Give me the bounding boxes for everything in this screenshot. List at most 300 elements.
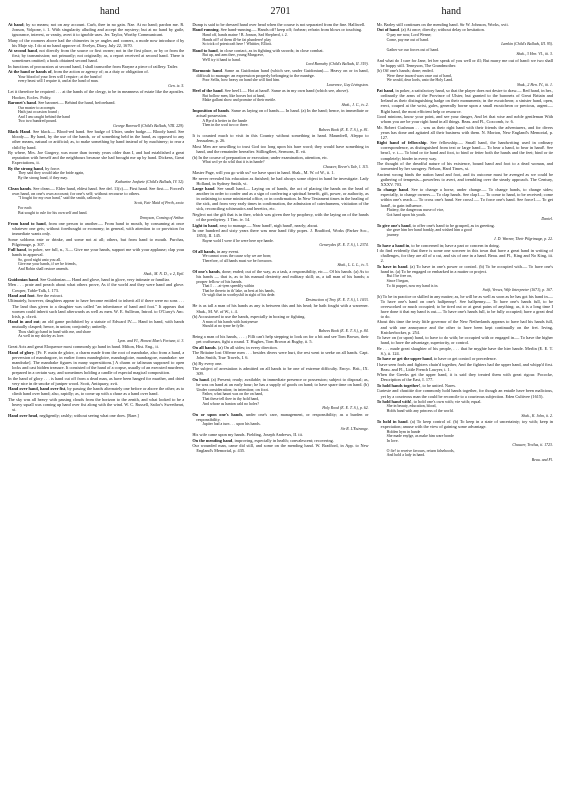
- quotation-line: O fie! to receive favours, return falsehoods,: [386, 448, 455, 453]
- entry-headword: Hand of glory: [8, 349, 35, 355]
- entry-headword: To give one's hand: [376, 222, 411, 228]
- entry-text: I do find evidently that there is some one sorcerer in this town that have a great hand in writing of challenges, for they are all of a cut, and six of one in a hand. Beau. and Fl., King and No King, iii. 2.: [376, 248, 553, 264]
- dictionary-entry: [8, 221, 184, 236]
- quotation-block: [18, 75, 184, 89]
- entry-text: I have seen fools and fighters chain'd together, And the fighters had the upper hand, and whipp'd first. Beau. and Fl., Little French Lawyer, i. 1.: [376, 361, 553, 372]
- entry-headword: Of all hands: [192, 248, 215, 254]
- quotation-line: She made enylge, as make him ware bonde: [386, 434, 454, 439]
- entry-text: Master Page, will you go with us? we have sport in hand. Shak., M. W. of W., ii. 1.: [192, 170, 335, 176]
- dictionary-entry: [192, 22, 368, 27]
- quotation-line: A Byrd is better in the hande: [202, 118, 248, 123]
- entry-text: . See clean.— Elder hand, eldest hand. See def. 11(c).— First hand. See first.— Forced's own hand, on one's own account; for one's self; without recourse to others.: [12, 185, 185, 196]
- header-left-guide-word: hand: [100, 6, 120, 17]
- entry-text: (b) By every one.: [192, 360, 223, 366]
- entry-text: The subject of arrestation is admitted on all hands to be one of extreme difficulty. Encyc. Brit., IX. 309.: [192, 366, 369, 377]
- quotation-line: And Robin shall restore amends.: [18, 266, 69, 271]
- quotation-line: Since I began,: [386, 279, 409, 284]
- dictionary-entry: [8, 282, 184, 292]
- quotation-line: Gather we our forces out of hand.: [386, 47, 440, 52]
- entry-text: . See to change a horse, under change.— To change hands, to change sides; especially, to change owners.— To clap hands. See clap1.— To come to hand, to be received; come within one's reach.— To cross one's hand. See cross1.— To force one's hand. See force1.— To get hand!, to gain influence.: [380, 187, 553, 208]
- entry-headword: By the strong hand: [8, 165, 43, 171]
- quotation-block: [387, 48, 553, 57]
- entry-headword: Hand over hand, hand over fist: [8, 386, 66, 392]
- quotation-block: [202, 33, 368, 47]
- entry-text: . See hand-running.— Hands off! keep off; forbear; refrain from blows or touching.: [218, 27, 363, 33]
- quotation-block: [202, 422, 368, 431]
- entry-text: He is as tall a man of his hands as any is between this and his head; he hath fought with a warrener. Shak., M. W. of W., i. 4.: [192, 303, 369, 314]
- quotation-citation: Shak., 2 Hen. IV., iii. 1.: [516, 82, 553, 87]
- quotation-line: But up, and arm thee, young Musgrave,: [202, 53, 265, 58]
- entry-text: . [Fr. F. main de gloire, a charm made from the root of mandrake, also from a hand, a perversion of mandragore, in earlier forms mandegloire, mandragloire, mandragore, mandrake: see mandrake]. The mandrake figures in many superstitions.] A charm or talisman supposed to open locks and cast hidden treasure. It consisted of the hand of a corpse, usually of an executed murderer, prepared in a certain way, and sometimes holding a candle of especial magical composition.: [12, 349, 185, 376]
- dictionary-entry: [192, 186, 368, 211]
- quotation-citation: Lyon. and Fl., Honest Man's Fortune, ii. 3.: [117, 339, 185, 344]
- entry-text: , improving, especially in health; convalescent; recovering.: [232, 437, 334, 443]
- quotation-block: [202, 160, 368, 169]
- entry-text: His wife came upon my hands. Fielding, Joseph Andrews, II. iii.: [192, 432, 303, 438]
- quotation-block: [18, 258, 184, 276]
- entry-text: Curtesie and chastitie doe commonly hold hands together, for though an entaile have been malicious, yet by a courteous man the could be reconcile to a courteous subjection. Eden Cultivee (1615).: [376, 388, 553, 399]
- quotation-line: Poor Sellis, how heavy on hand she will find him.: [202, 78, 281, 83]
- entry-headword: To change hand: [376, 187, 409, 193]
- dictionary-entry: [192, 212, 368, 222]
- quotation-line: Your blood of your lives will I require ; at the hand of: [18, 74, 102, 79]
- entry-headword: Imposition of hands: [192, 108, 230, 114]
- dictionary-entry: [377, 294, 553, 319]
- dictionary-entry: [8, 89, 184, 99]
- entry-text: . Same as Guidonian hand (which see, under Guidonian).— Heavy on or in hand, difficult to manage: an expression properly belonging to the manège.: [196, 67, 369, 78]
- entry-text: In functions of procurators at second hand, I shall transcribe from Brayne a piece of raillery. Tatler.: [8, 63, 179, 69]
- dictionary-entry: [8, 64, 184, 69]
- entry-text: Men . . . prate and preach about what others prove, As if the world and they were hand and glove. Cowper, Table-Talk, l. 173.: [8, 282, 185, 293]
- entry-text: (b) In the course of preparation or execution; under examination, attention, etc.: [192, 154, 329, 160]
- entry-headword: Clean hands: [8, 185, 31, 191]
- dictionary-entry: [8, 298, 184, 318]
- dictionary-entry: [8, 386, 184, 396]
- quotation-block: [202, 94, 368, 108]
- quotation-block: [202, 239, 368, 248]
- quotation-block: [387, 74, 553, 88]
- quotation-citation: Destruction of Troy (E. E. T. S.), l. 1033.: [305, 298, 369, 303]
- quotation-line: But sought to rule for his own self and hand.: [18, 210, 88, 215]
- dictionary-entry: [8, 166, 184, 171]
- dictionary-entry: [377, 362, 553, 372]
- entry-text: . See baronet.— Behind the hand, beforehand.: [35, 100, 116, 106]
- dictionary-entry: [192, 438, 368, 443]
- entry-text: (b) Off one's hands; done; ended.: [376, 68, 434, 74]
- dictionary-entry: [377, 88, 553, 113]
- dictionary-entry: [377, 58, 553, 68]
- quotation-line: But I be free on,: [386, 274, 413, 279]
- dictionary-entry: [192, 133, 368, 143]
- entry-text: , in close contact, as in fighting with swords; in close combat.: [217, 47, 324, 53]
- quotation-line: Holden hym in hande: [386, 429, 421, 434]
- dictionary-entry: [377, 223, 553, 228]
- entry-headword: To have or get the upper hand: [376, 356, 432, 362]
- quotation-block: [202, 320, 368, 334]
- header-right-guide-word: hand: [441, 6, 461, 17]
- entry-text: . (a) On all sides; in every direction.: [215, 344, 278, 350]
- quotation-line: Give me your hands, if we be friends,: [18, 262, 77, 267]
- entry-text: , to be united. Nares.: [420, 382, 456, 388]
- dictionary-entry: [8, 38, 184, 48]
- entry-headword: Out of hand: [376, 27, 399, 33]
- dictionary-entry: [377, 335, 553, 345]
- entry-headword: Hand in and out: [8, 319, 40, 325]
- quotation-line: Hand off, hands maine ! B. Jonson, Sad Shepherd, i. 2.: [202, 32, 288, 37]
- quotation-line: We would, dear lords, unto the Holy Land.: [386, 78, 454, 83]
- entry-text: Great Acts and great Eloquence most commonly go hand in hand. Milton, Hist. Eng., ii.: [8, 344, 159, 350]
- entry-headword: On all hands: [192, 344, 216, 350]
- entry-text: . Same as laying on of hands.— In hand. (a) In the hand; hence, in immediate or actual possession.: [196, 108, 369, 119]
- quotation-citation: Katharine Janfarie (Child's Ballads, IV. 32).: [115, 180, 185, 185]
- dictionary-entry: [377, 27, 553, 32]
- dictionary-entry: [8, 247, 184, 257]
- entry-text: And what do I care for Jane, let her speak of you well or ill; But marry me out of hand: we two shall be happy still. Tennyson, The Grandmother.: [376, 57, 553, 68]
- entry-text: . See the extract.: [34, 293, 64, 298]
- quotation-block: [387, 274, 553, 292]
- page-header: [10, 6, 551, 20]
- entry-text: Most Men are unwilling to trust God too long upon his bare word; they would have something in hand, and the remainder hereafter. Stillingfleet, Sermons, II. vii.: [192, 143, 369, 155]
- quotation-citation: Sir R. L'Estrange.: [340, 426, 369, 431]
- entry-headword: Guidonian hand: [8, 276, 38, 282]
- entry-text: About this time the testy little governor of the New Netherlands appears to have had his hands full, and with one annoyance and the other to have been kept continually on the fret. Irving, Knickerbocker, p. 254.: [376, 319, 553, 335]
- entry-text: Being a man of his hands, . . . ; Fillt can't help stepping to look on for a bit and see Tom Brown, their pet craftsman, fight a round. T. Hughes, Tom Brown at Rugby, ii. 5.: [192, 334, 369, 345]
- quotation-line: Or wiglt that in worthyshil in sight of his dede.: [202, 293, 276, 298]
- dictionary-entry: [192, 249, 368, 254]
- dictionary-entry: [8, 293, 184, 298]
- entry-headword: Black Hand: [8, 129, 31, 135]
- quotation-line: she gave him her hand frankly, and wished him a good: [386, 228, 472, 233]
- quotation-line: Two two hundred pound.: [18, 119, 58, 124]
- entry-text: , to be concerned in; have a part or concern in doing.: [409, 242, 500, 248]
- quotation-line: O pay me now, Lord Wenne;: [386, 32, 432, 37]
- dictionary-entry: [8, 350, 184, 375]
- entry-text: Ancient wrong binds the nation hand and foot, and its outcome must be avenged as we could be gathering of tempests—powerless to avert, and trembling over the steady approach. The Century, XXXV. 703.: [376, 171, 553, 187]
- quotation-line: Thou shalt go hand in hand with me, and share: [18, 329, 91, 334]
- quotation-line: And I am caught behind the hand: [18, 114, 70, 119]
- entry-headword: At the hand or hands of: [8, 69, 52, 75]
- entry-text: The sky was all heavy with passing clouds from the horizon to the zenith, and what looked to be a heavy squall was coming up hand over fist along with the wind. W. C. Russell, Sailor's Sweetheart, xi.: [8, 396, 185, 413]
- dictionary-entry: [377, 399, 553, 404]
- quotation-line: Hath just occasion found ;: [18, 110, 59, 115]
- dictionary-entry: [192, 170, 368, 175]
- dictionary-entry: [377, 243, 553, 248]
- dictionary-entry: [192, 144, 368, 154]
- quotation-block: [387, 404, 553, 418]
- quotation-citation: Babees Book (E. E. T. S.), p. 81.: [318, 128, 369, 132]
- entry-headword: To hold hands together!: [376, 382, 421, 388]
- entry-headword: Right hand of fellowship: [376, 140, 427, 146]
- dictionary-entry: [192, 361, 368, 366]
- entry-headword: To have a hand in: [376, 242, 410, 248]
- quotation-line: And hold a lady in hand.: [386, 453, 426, 458]
- quotation-line: They said they would take the bride again,: [18, 171, 85, 176]
- dictionary-entry: [8, 48, 184, 63]
- entry-headword: Baronet's hand: [8, 100, 36, 106]
- dictionary-entry: [377, 140, 553, 160]
- quotation-block: [387, 208, 553, 222]
- dictionary-entry: [377, 187, 553, 207]
- quotation-citation: J. D. Warner, Their Pilgrimage, p. 22.: [493, 237, 553, 242]
- quotation-block: [202, 119, 368, 133]
- quotation-citation: Chaucer, Troilus, ii. 1723.: [512, 443, 553, 448]
- entry-headword: Light in hand: [192, 222, 218, 228]
- quotation-block: [202, 78, 368, 87]
- dictionary-entry: [377, 319, 553, 334]
- quotation-line: That I . . . at-tyen speedily within: [202, 284, 255, 289]
- dictionary-entry: [192, 88, 368, 93]
- entry-text: In one hundred and sixty years there was near hand fifty popes. J. Bradford, Works (Parker Soc., 1853), II. 145.: [192, 228, 369, 239]
- entry-text: Dump is said to be dressed hand over head when the course is not separated from the fine. Halliwell.: [192, 22, 366, 27]
- dictionary-entry: [377, 346, 553, 356]
- entry-text: , done; ended; out of the way, as a task, a responsibility, etc.— Of his hands. (a) As to his hands — that is, as to his manual dexterity and military skill; as, a tall man of his hands; a proper fellow of his hands.: [196, 268, 369, 284]
- entry-text: ; by so means; not on any account. Curb, thee in no gain. Nae. At no hand; pardon me. R. Jonson, Volpone, i. 1. With singularity alluding and accept the mystery; but at no hand by guile, ignorance, interest, or vanity, avert it to ignoble uses. Jer. Taylor, Worthy Communicant.: [12, 22, 185, 38]
- quotation-line: Make gallant show and promise of their mettle.: [202, 98, 277, 103]
- quotation-line: By the strong hand, if they may.: [18, 175, 68, 180]
- entry-text: , from the action or agency of; as a duty or obligation of.: [51, 69, 149, 75]
- quotation-line: "I fought for my own hand," said the smith, callously.: [18, 196, 102, 201]
- quotation-line: That these tell thee in thy hold hand,: [202, 397, 260, 402]
- quotation-citation: Gen. ix. 5.: [168, 84, 185, 89]
- quotation-line: To fit puppet, now my hand is in.: [386, 283, 439, 288]
- entry-text: . See Guidonian.— Hand and glove, hand in glove, very intimate or familiar.: [37, 276, 170, 282]
- quotation-block: [18, 106, 184, 129]
- entry-headword: On or upon one's hands: [192, 411, 243, 417]
- quotation-citation: Lawrence, Guy Livingston.: [326, 82, 369, 87]
- entry-text: . (a) To have in one's power or control. (b) To be occupied with.— To have one's hand in. (a) To be engaged or embarked in a matter or project.: [380, 263, 553, 274]
- quotation-line: What wol ye do whil that it is in hande?: [202, 160, 265, 165]
- dictionary-entry: [192, 377, 368, 392]
- entry-headword: Hand and foot: [8, 293, 35, 298]
- quotation-block: [202, 392, 368, 410]
- quotation-block: [387, 228, 553, 242]
- entry-text: . (a) To keep control of. (b) To keep in a state of uncertainty; toy with; keep in expectation; amuse with the view of gaining some advantage.: [380, 419, 553, 430]
- entry-text: He never revealed his education as finished; he had always some object in hand he investigate. Lady Holland, in Sydney Smith, vi.: [192, 175, 369, 186]
- dictionary-entry: [377, 114, 553, 124]
- entry-text: , by passing the hands alternately one before or above the other; as to climb hand over hand; also, rapidly; as, to come up with a chase as a hand over hand.: [12, 386, 185, 397]
- dictionary-entry: [192, 269, 368, 284]
- quotation-block: [18, 206, 184, 220]
- quotation-line: Then in the wod two or three.: [202, 123, 249, 128]
- entry-headword: To hold hand with!: [376, 399, 412, 404]
- entry-text: . See black.— Blood-red hand. See badge of Ulster, under badge.— Bloody hand. See bloody.— By hand, by the use of the hands, or of something held in the hand, as opposed to any other means, natural or artificial; as, to make something by hand instead of by machinery; to rear a child by hand.: [12, 129, 185, 150]
- entry-headword: To hold in hand: [376, 419, 408, 425]
- entry-headword: Pat hand: [376, 88, 394, 94]
- dictionary-entry: [192, 432, 368, 437]
- entry-text: , to offer one's hand to be grasped, as in greeting.: [410, 222, 495, 228]
- quotation-citation: Holy Rood (E. E. T. S.), p. 62.: [322, 406, 369, 411]
- dictionary-entry: [192, 155, 368, 160]
- dictionary-entry: [8, 100, 184, 105]
- entry-text: Good minions, know your point, and see your danger, And let that wise and noble gentleman With whom you are be your right hand in all things. Beau. and Fl., Coxcomb, iv. 6.: [376, 114, 553, 125]
- entry-headword: Full hand: [8, 247, 26, 253]
- dictionary-entry: [8, 397, 184, 412]
- entry-text: Mr. Barley still continues on the mending hand. Sir W. Johnson, Works, xvii.: [376, 22, 509, 27]
- quotation-citation: George Barnwell (Child's Ballads, VIII. 229).: [113, 123, 185, 128]
- quotation-citation: Shak., K. John, ii. 2.: [521, 413, 553, 418]
- dictionary-entry: [8, 237, 184, 247]
- page-number: 2701: [270, 6, 291, 17]
- entry-text: By where, Mrs. Joe Gargery, was more than twenty years older than I, and had established a great reputation with herself and the neighbours because she had brought me up by hand. Dickens, Great Expectations, ii.: [8, 150, 185, 166]
- entry-text: , under one's care, management, or responsibility; as a burden or responsibility.: [196, 411, 369, 422]
- quotation-line: She in beauty, education, blood,: [386, 404, 437, 409]
- quotation-citation: Generydes (E. E. T. S.), l. 2374.: [319, 243, 369, 248]
- entry-text: . See fellowship.— Small hand, the handwriting used in ordinary correspondence, as distinguished from text or large hand.— To bear a hand, to bear in hand!. See bear1, v. t.— To bind or tie hand and foot, to bind or fetter both the hands and the feet; bind or tie completely; hinder in every way.: [380, 140, 553, 161]
- entry-headword: Hand over head: [8, 412, 38, 418]
- quotation-line: For each: [18, 206, 32, 211]
- dictionary-entry: [8, 413, 184, 418]
- quotation-line: every beast will I require it, and at the hand of man.: [18, 79, 99, 84]
- entry-text: To have on (or upon) hand, to have to do with; be occupied with or engaged in.— To have the higher hand, to have the advantage, superiority, or control.: [376, 335, 553, 346]
- quotation-block: [18, 330, 184, 344]
- quotation-citation: Shak., J. C., iv. 2.: [341, 102, 369, 107]
- dictionary-entry: [192, 48, 368, 53]
- entry-text: , from one person to another.— From hand to mouth, by consuming at once whatever one gets; without forethought or economy; in general, with attention to or provision for immediate wants only.: [12, 220, 185, 237]
- dictionary-entry: [377, 372, 553, 382]
- quotation-citation: Shak., L. L. L., iv. 3.: [337, 263, 369, 268]
- dictionary-entry: [8, 186, 184, 196]
- dictionary-entry: [192, 366, 368, 376]
- dictionary-entry: [192, 345, 368, 350]
- entry-text: Ultimately, however, daughters appear to have become entitled to inherit all if there were no sons . . . The land thus given to a daughter was called "an inheritance of hand and foot." It appears that women could inherit such land afterwards as well as men. W. E. Sullivan, Introd. to O'Curry's Anc. Irish, p. clxvii.: [8, 298, 185, 319]
- dictionary-entry: [8, 129, 184, 149]
- quotation-line: Should at no tyme be fylle.: [202, 324, 245, 329]
- entry-text: ; an old game prohibited by a statute of Edward IV.— Hand in hand, with hands mutually clasped; hence, in union; conjointly; unitedly.: [12, 319, 185, 330]
- quotation-line: So, good night unto you all.: [18, 257, 62, 262]
- entry-text: It is counted much to visit in this Country without something in hand. Maundrell, Aleppo to Jerusalem, p. 26.: [192, 133, 369, 144]
- dictionary-entry: [377, 264, 553, 274]
- entry-headword: To have in hand: [376, 263, 408, 269]
- entry-text: Some soldoms eate or drinke, and some not at all; others, but from hand to mouth. Purchas, Pilgrimage, p. 307.: [8, 236, 185, 247]
- dictionary-entry: [377, 161, 553, 171]
- entry-text: The thought of the dreadful nature of his existence, bound hand and foot to a dead woman, and tormented by her savagery. Nelson, Hard Times, xi.: [376, 161, 553, 172]
- quotation-line: journey.: [386, 232, 400, 237]
- quotation-citation: Swift, Verses, Wife Interpreter (1671), p. 167.: [482, 288, 553, 293]
- quotation-citation: Shak., 3 Hen. VI., iii. 3.: [516, 52, 553, 57]
- quotation-citation: Daniel.: [541, 217, 553, 222]
- quotation-block: [387, 33, 553, 47]
- dictionary-entry: [192, 412, 368, 422]
- dictionary-entry: [377, 383, 553, 388]
- quotation-line: As well in my shirley as love.: [18, 334, 65, 339]
- entry-text: (b) Accustomed to use the hands, especially in boxing or fighting.: [192, 314, 306, 320]
- dictionary-entry: [192, 443, 368, 453]
- entry-text: Mr. Robert Cushman . . . was as their right hand with their friends the adventurers, and for divers years has done and agitated all their business with them. N. Morton, New England's Memorial, p. 127.: [376, 124, 553, 140]
- dictionary-entry: [377, 172, 553, 187]
- quotation-line: Rayne wold I were if he were here nye hande.: [202, 238, 274, 243]
- quotation-citation: Tennyson, Coming of Arthur.: [139, 215, 185, 220]
- dictionary-entry: [192, 27, 368, 32]
- quotation-block: [18, 171, 184, 185]
- entry-headword: Hand running: [192, 27, 219, 33]
- entry-text: , by force.: [42, 165, 61, 171]
- entry-text: , not directly from the source or first owner; not in the first place, or by or from the first; by transmission; not primarily; not originally; as, a report received at second hand. There is sometimes omitted; a book obtained second hand.: [12, 48, 185, 64]
- dictionary-entry: [377, 22, 553, 27]
- quotation-block: [387, 430, 553, 448]
- entry-headword: Heel of the hand: [192, 88, 223, 94]
- entry-text: , in any event.: [214, 248, 240, 254]
- quotation-citation: Shak., M. N. D., v. 2, Epil.: [143, 271, 185, 276]
- dictionary-entry: [192, 223, 368, 228]
- quotation-citation: Beau. and Fl.: [531, 458, 553, 462]
- entry-headword: On the mending hand: [192, 437, 233, 443]
- dictionary-entry: [377, 388, 553, 398]
- entry-text: , to hold one's own with; vie with; equal.: [411, 399, 482, 404]
- dictionary-entry: [192, 68, 368, 78]
- quotation-citation: Chaucer, Reeve's Tale, l. 115.: [323, 164, 369, 169]
- quotation-citation: Lord Barnaby (Child's Ballads, II. 319).: [306, 62, 369, 67]
- entry-text: , in poker, see full, n., 3.— Give me your hands, support me with your applause; clap your hands in approval.: [12, 247, 185, 258]
- column-middle: [192, 22, 368, 782]
- quotation-line: Hands off! of them ill-be fat plunderer! play: [202, 37, 272, 42]
- quotation-line: So trick of priestcraft here ! Whittier, Elliott.: [202, 42, 272, 47]
- quotation-citation: Lamkin (Child's Ballads, III. 95).: [501, 42, 553, 47]
- quotation-citation: Scott, Fair Maid of Perth, xxxiv.: [134, 200, 185, 205]
- column-right: [377, 22, 553, 782]
- quotation-line: Flattery, the dangerous nurse of vice,: [386, 208, 445, 213]
- quotation-line: And whose as hanton cald no holes?: [202, 401, 259, 406]
- dictionary-columns: [8, 22, 553, 782]
- quotation-line: Therefore, of all hands must we be forsworn.: [202, 258, 273, 263]
- entry-text: In the hand of glory . . . is hand cut off from a dead man, as have been hanged for murther, and dried very nice in de smoke of juniper wood. Scott, Antiquary, xvii.: [8, 375, 185, 386]
- dictionary-entry: [377, 248, 553, 263]
- quotation-line: We cannot cross the cause why we are born;: [202, 254, 272, 259]
- entry-text: Our wounded man, came did still, and some on the mending hand. W. Bradford, in App. to New England's Memorial, p. 435.: [192, 443, 369, 454]
- entry-headword: Hand to hand: [192, 47, 218, 53]
- quotation-line: Were these inward wars once out of hand,: [386, 73, 452, 78]
- entry-text: , in poker, a satisfactory hand, so that the player does not desire to draw.— Red hand, in her., ordinarily the arms of the Province of Ulster, but granted to the baronets of Great Britain and Ireland as their distinguishing badge on their monuments; in the escutcheon; a sinister hand, open, erect, couped at the wrist, gules, generally borne upon a small escutcheon or precious, argent.— Right hand, the most efficient help or resource.: [380, 88, 553, 114]
- dictionary-entry: [192, 303, 368, 313]
- entry-text: The Britaine lost Offerne men . . . besides divers were hurt, the rest went to seeke on all hands. Capt. John Smith, True Travels, I. 6.: [192, 350, 369, 361]
- quotation-line: In love.: [386, 438, 399, 443]
- dictionary-entry: [192, 314, 368, 319]
- dictionary-entry: [377, 125, 553, 140]
- entry-text: (b) To be in practice or skilled in any matter; as, he will be as well as soon as he has got his hand in.— To have one's hand on one's halfpenny!. See halfpenny.— To have one's hands full, to be overworked or much occupied; to be tired out or at great pains of anything; as, it is a long time I have done it that my hand is out.— To have one's hands full, to be fully occupied; have a great deal to do.: [376, 293, 553, 319]
- dictionary-entry: [8, 376, 184, 386]
- dictionary-entry: [377, 356, 553, 361]
- dictionary-entry: [8, 277, 184, 282]
- entry-headword: At second hand: [8, 48, 37, 54]
- quotation-line: We'll try it hand to hand.: [202, 57, 241, 62]
- quotation-line: That he thereto in th' lake, as best at his hands,: [202, 288, 275, 293]
- entry-headword: At hand: [8, 22, 24, 27]
- dictionary-entry: [192, 108, 368, 118]
- quotation-line: Father, what haunt was on the on hand,: [202, 392, 264, 397]
- entry-headword: From hand to hand: [8, 220, 46, 226]
- entry-text: He . . . made great slaughter of his people, . . . that he myghte have the hier hande. Merlin (E. E. T. S.), ii. 124.: [376, 345, 553, 356]
- quotation-line: A man of his hands with hastynesse: [202, 319, 258, 324]
- entry-headword: Large hand: [192, 186, 215, 192]
- entry-text: . See small hand.— Laying on of hands, the act of placing the hands on the head of another in order to confer and as a sign of conferring a spiritual benefit, gift, power, or authority, as in ordaining to some ministerial office, or in confirmation. In New Testament times in the healing of the sick, and from very early times in confirmation, the admission of catechumens, visitation of the sick, reconciling schismatics and heretics, etc.: [196, 186, 369, 212]
- entry-text: Many of the roomers above had the chimeries in ye angles and corners, a mode now introduce d by his Maje sty. I do at no hand approve of. Evelyn, Diary, July 22, 1670.: [8, 37, 185, 48]
- quotation-block: [202, 254, 368, 268]
- quotation-block: [18, 196, 184, 205]
- quotation-line: But hollow men, like horses hot at hand,: [202, 93, 266, 98]
- entry-text: . (a) Present; ready; available; in immediate presence or possession; subject to disposal; as, he was on hand at an early hour; he has a supply of goods on hand; to have spare time on hand. (b) Under consideration; in intention; on foot.: [196, 376, 369, 392]
- entry-text: , negligently; rashly; without seeing what one does. [Rare.]: [37, 412, 139, 418]
- entry-text: . (a) At once; directly; without delay or hesitation.: [398, 27, 485, 33]
- dictionary-entry: [8, 69, 184, 74]
- dictionary-entry: [8, 344, 184, 349]
- entry-text: . See heel1.— Hot at hand!. Same as in my own hand (which see, above).: [222, 88, 349, 94]
- quotation-line: Holds hand with any princess of the world.: [386, 409, 454, 414]
- entry-text: When the Greeks get the upper hand, it is said they treated them with great rigour. Pococke, Description of the East, I. 177.: [376, 372, 553, 383]
- quotation-block: [387, 449, 553, 463]
- entry-headword: Of one's hands: [192, 268, 220, 274]
- dictionary-entry: [192, 350, 368, 360]
- quotation-block: [202, 53, 368, 67]
- quotation-line: Come, pay me out of hand.: [386, 37, 429, 42]
